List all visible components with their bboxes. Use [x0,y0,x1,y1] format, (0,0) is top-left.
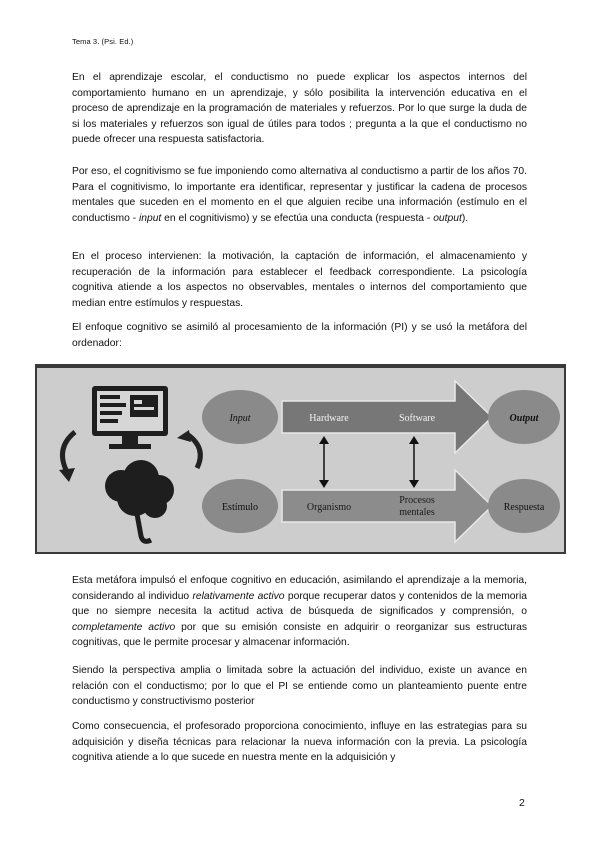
paragraph-2-text-a: Por eso, el cognitivismo se fue imponiendo como alternativa al conductismo a partir de los años 70. Para el cognitivismo, lo importante era identificar, representar y justificar la cadena de procesos mentales que suceden en el momento en el que alguien recibe una información (estímulo en el conductismo - [72,166,527,224]
paragraph-6: Siendo la perspectiva amplia o limitada sobre la actuación del individuo, existe un avance en relación con el conductismo; por lo que el PI se entiende como un planteamiento puente entre conductismo y constructivismo posterior [72,665,527,708]
page-number: 2 [519,797,525,809]
paragraph-2-text-c: ). [461,212,469,224]
paragraph-5-text-a: Esta metáfora impulsó el enfoque cognitivo en educación, asimilando el aprendizaje a la memoria, considerando al individuo [72,575,527,602]
paragraph-4: El enfoque cognitivo se asimiló al procesamiento de la información (PI) y se usó la metáfora del ordenador: [72,322,527,349]
paragraph-5-text-b: porque recuperar datos y contenidos de la memoria que no siempre necesita la actitud activa de búsqueda de significados y comprensión, o [72,590,527,618]
figure-diagram [37,368,564,552]
procesos-label-line1: Procesos [399,495,435,506]
hardware-label: Hardware [309,413,349,424]
output-term: output [433,212,462,224]
respuesta-label: Respuesta [503,502,545,513]
paragraph-5 [72,573,527,651]
paragraph-7: Como consecuencia, el profesorado proporciona conocimiento, influye en las estrategias para su adquisición y diseña técnicas para relacionar la nueva información con la previa. La psicología cognitiva atiende a lo que sucede en nuestra mente en la adquisición y [72,721,527,764]
brain-icon [105,460,174,541]
figure-background [37,368,564,552]
completely-active-term: completamente activo [72,621,176,633]
double-arrow-icon [319,436,419,488]
paragraph-5-text-c: por que su emisión consiste en adquirir o reorganizar sus estructuras cognitivas, que le permite procesar y almacenar información. [72,621,527,649]
paragraph-3: En el proceso intervienen: la motivación, la captación de información, el almacenamiento y recuperación de la información para establecer el feedback correspondiente. La psicología cognitiva atiende a los aspectos no observables, mentales o internos del comportamiento que median entre estímulos y respuestas. [72,251,527,309]
paragraph-2 [72,164,527,226]
procesos-label-line2: mentales [399,507,435,518]
output-label: Output [509,413,539,424]
header-title: Tema 3. (Psi. Ed.) [72,37,134,46]
relatively-active-term: relativamente activo [192,590,285,602]
computer-metaphor-figure [35,364,566,554]
paragraph-2-text-b: en el cognitivismo) y se efectúa una conducta (respuesta - [161,212,434,224]
input-term: input [138,212,162,224]
organismo-label: Organismo [306,502,352,513]
computer-icon [92,386,168,449]
input-label: Input [229,413,251,424]
estimulo-label: Estímulo [221,502,259,513]
paragraph-1: En el aprendizaje escolar, el conductismo no puede explicar los aspectos internos del comportamiento humano en un aprendizaje, y sólo posibilita la intervención educativa en el proceso de aprendizaje en la programación de materiales y refuerzos. Por lo que surge la duda de si los materiales y refuerzos son igual de útiles para todos ; pregunta a la que el conductismo no puede ofrecer una respuesta satisfactoria. [72,72,527,146]
software-label: Software [398,413,436,424]
